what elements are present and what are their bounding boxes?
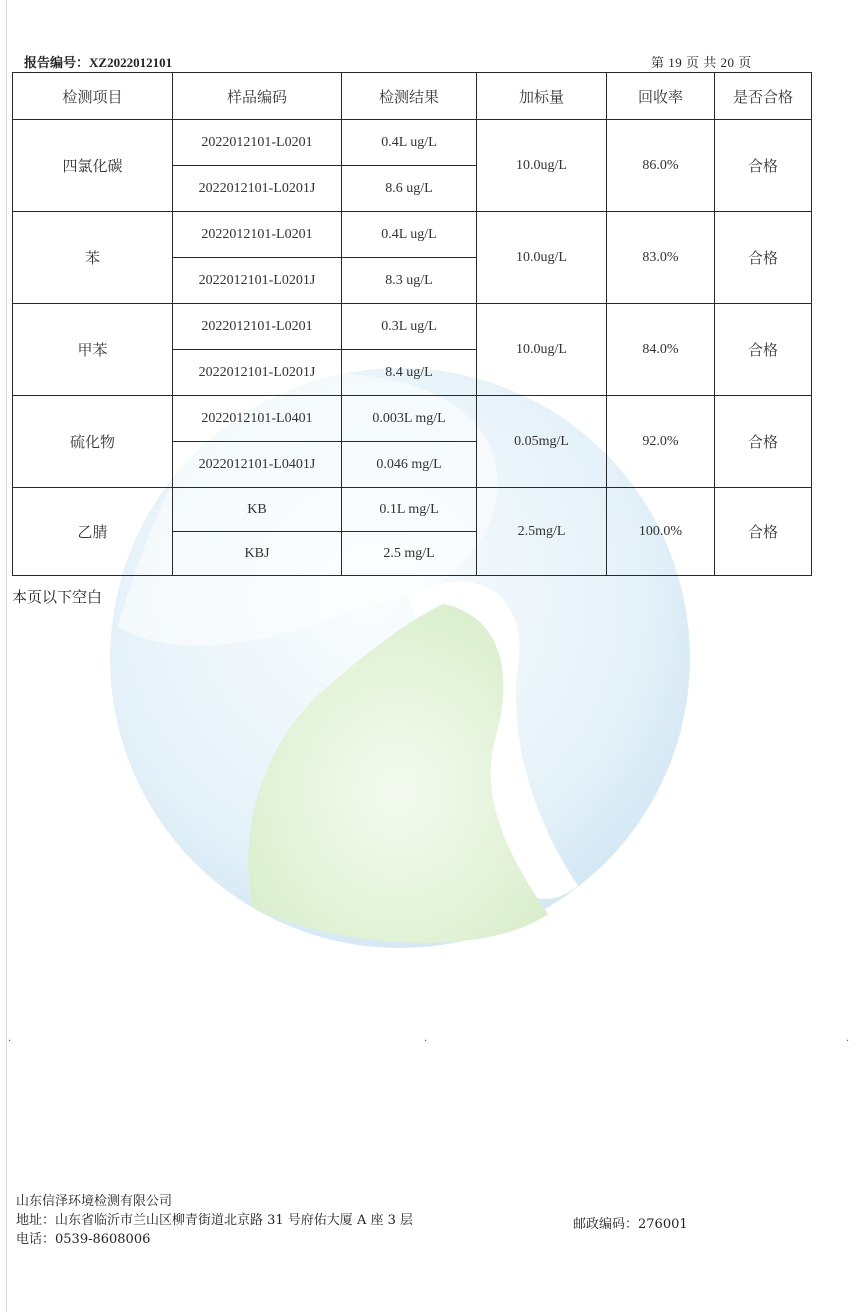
- table-row: [13, 488, 812, 532]
- blank-below-note: 本页以下空白: [12, 588, 103, 606]
- column-header-sample-code: 样品编码: [173, 73, 342, 120]
- report-number-value: XZ2022012101: [89, 55, 173, 70]
- table-row: [13, 212, 812, 258]
- footer-phone: 电话：0539-8608006: [16, 1232, 151, 1247]
- result-cell: 0.4L ug/L: [342, 120, 477, 166]
- column-header-recovery: 回收率: [607, 73, 715, 120]
- footer-info: [16, 1192, 413, 1249]
- recovery-test-table: [12, 72, 812, 576]
- test-item-cell: 硫化物: [13, 396, 173, 488]
- pass-cell: 合格: [715, 396, 812, 488]
- result-cell: 0.046 mg/L: [342, 442, 477, 488]
- watermark-white-curve: [408, 582, 578, 899]
- scan-dot: ·: [424, 1036, 428, 1047]
- spike-cell: 10.0ug/L: [477, 120, 607, 212]
- footer-postal-code: 邮政编码：276001: [573, 1217, 688, 1232]
- column-header-result: 检测结果: [342, 73, 477, 120]
- recovery-cell: 84.0%: [607, 304, 715, 396]
- column-header-pass: 是否合格: [715, 73, 812, 120]
- result-cell: 0.003L mg/L: [342, 396, 477, 442]
- scan-dot: ·: [846, 1036, 850, 1047]
- recovery-cell: 83.0%: [607, 212, 715, 304]
- sample-code-cell: 2022012101-L0201: [173, 212, 342, 258]
- scan-dot: ·: [8, 1036, 12, 1047]
- table-row: [13, 396, 812, 442]
- watermark-green-leaf: [248, 604, 548, 943]
- page-indicator: 第 19 页 共 20 页: [651, 55, 752, 70]
- table-row: [13, 304, 812, 350]
- footer-company: 山东信泽环境检测有限公司: [16, 1194, 173, 1209]
- recovery-cell: 100.0%: [607, 488, 715, 576]
- test-item-cell: 四氯化碳: [13, 120, 173, 212]
- result-cell: 2.5 mg/L: [342, 532, 477, 576]
- spike-cell: 10.0ug/L: [477, 212, 607, 304]
- result-cell: 0.1L mg/L: [342, 488, 477, 532]
- result-cell: 0.3L ug/L: [342, 304, 477, 350]
- table-header-row: [13, 73, 812, 120]
- recovery-cell: 86.0%: [607, 120, 715, 212]
- column-header-spike-amount: 加标量: [477, 73, 607, 120]
- table-row: [13, 120, 812, 166]
- result-cell: 8.3 ug/L: [342, 258, 477, 304]
- spike-cell: 10.0ug/L: [477, 304, 607, 396]
- pass-cell: 合格: [715, 488, 812, 576]
- spike-cell: 2.5mg/L: [477, 488, 607, 576]
- pass-cell: 合格: [715, 120, 812, 212]
- report-number-label: 报告编号：: [24, 55, 90, 70]
- pass-cell: 合格: [715, 304, 812, 396]
- result-cell: 8.6 ug/L: [342, 166, 477, 212]
- sample-code-cell: 2022012101-L0401: [173, 396, 342, 442]
- spike-cell: 0.05mg/L: [477, 396, 607, 488]
- test-item-cell: 甲苯: [13, 304, 173, 396]
- report-number-header: [24, 52, 172, 71]
- column-header-item: 检测项目: [13, 73, 173, 120]
- test-item-cell: 乙腈: [13, 488, 173, 576]
- sample-code-cell: 2022012101-L0201: [173, 304, 342, 350]
- page-edge-line: [6, 0, 7, 1312]
- result-cell: 0.4L ug/L: [342, 212, 477, 258]
- sample-code-cell: KB: [173, 488, 342, 532]
- result-cell: 8.4 ug/L: [342, 350, 477, 396]
- sample-code-cell: 2022012101-L0201J: [173, 166, 342, 212]
- sample-code-cell: 2022012101-L0401J: [173, 442, 342, 488]
- test-item-cell: 苯: [13, 212, 173, 304]
- footer-address: 地址：山东省临沂市兰山区柳青街道北京路 31 号府佑大厦 A 座 3 层: [16, 1213, 413, 1228]
- sample-code-cell: 2022012101-L0201J: [173, 258, 342, 304]
- sample-code-cell: 2022012101-L0201J: [173, 350, 342, 396]
- sample-code-cell: KBJ: [173, 532, 342, 576]
- pass-cell: 合格: [715, 212, 812, 304]
- sample-code-cell: 2022012101-L0201: [173, 120, 342, 166]
- recovery-cell: 92.0%: [607, 396, 715, 488]
